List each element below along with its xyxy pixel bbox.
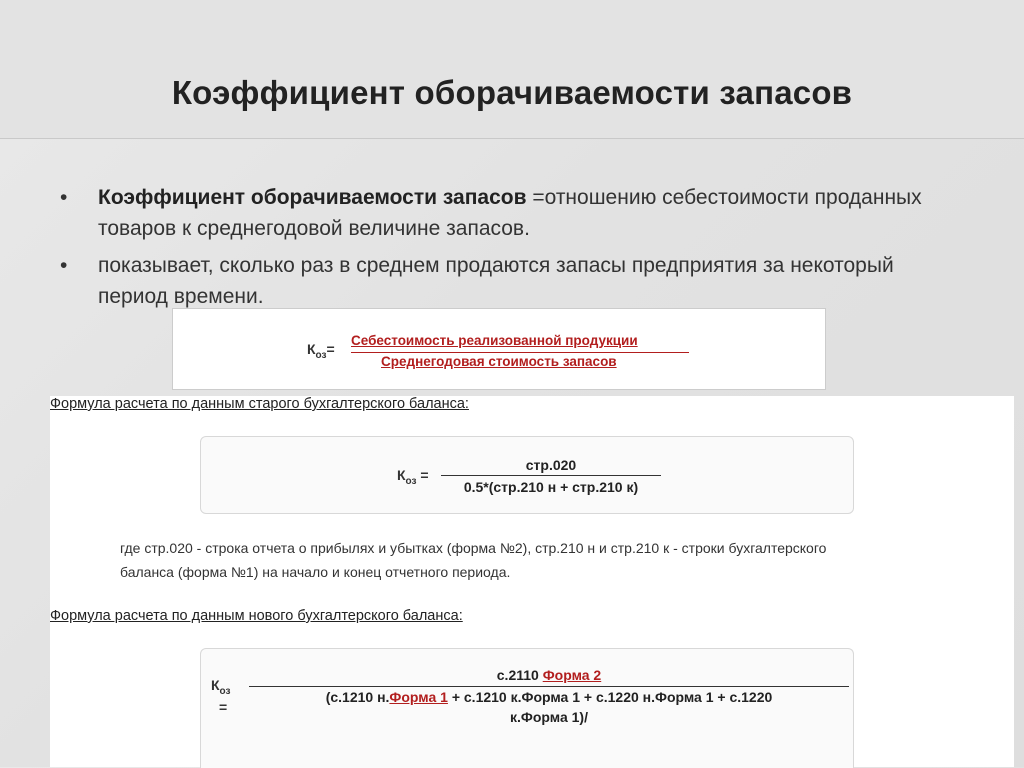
form1-link[interactable]: Форма 1 — [389, 689, 448, 705]
bullet-list — [60, 182, 960, 318]
equals-sign: = — [219, 699, 228, 715]
k-symbol — [211, 677, 231, 697]
numerator — [249, 667, 849, 683]
form2-link[interactable]: Форма 2 — [542, 667, 602, 683]
denominator: 0.5*(стр.210 н + стр.210 к) — [463, 479, 639, 495]
bullet-bold-term: Коэффициент оборачиваемости запасов — [98, 186, 527, 209]
equals-sign: = — [420, 467, 429, 483]
new-balance-heading: Формула расчета по данным нового бухгалтерского баланса: — [50, 608, 463, 624]
numerator-text: с.2110 — [496, 667, 543, 683]
bullet-item — [60, 182, 960, 244]
old-formula-note-line2: баланса (форма №1) на начало и конец отчетного периода. — [120, 564, 511, 580]
k-letter: К — [211, 677, 220, 693]
old-formula-note-line1: где стр.020 - строка отчета о прибылях и убытках (форма №2), стр.210 н и стр.210 к - строки бухгалтерского — [120, 540, 827, 556]
numerator: Себестоимость реализованной продукции — [351, 333, 638, 348]
formula-general — [172, 308, 826, 390]
new-formula-box — [200, 648, 854, 768]
fraction-line — [441, 475, 661, 476]
equals-sign: = — [326, 341, 335, 357]
denominator: Среднегодовая стоимость запасов — [381, 354, 617, 369]
numerator: стр.020 — [525, 457, 577, 473]
formulas-panel — [50, 396, 1014, 767]
k-letter: К — [397, 467, 406, 483]
denominator-line2: к.Форма 1)/ — [510, 709, 588, 725]
bullet-dot-icon: • — [60, 186, 68, 209]
k-subscript: оз — [219, 685, 231, 697]
k-subscript: оз — [315, 349, 327, 361]
k-subscript: оз — [405, 475, 417, 487]
bullet-text: =отношению себестоимости проданных товаров к среднегодовой величине запасов. — [98, 186, 922, 240]
fraction-line — [351, 352, 689, 353]
k-letter: К — [307, 341, 316, 357]
old-formula-box — [200, 436, 854, 514]
bullet-item — [60, 250, 960, 312]
k-symbol — [307, 341, 335, 361]
bullet-dot-icon: • — [60, 254, 68, 277]
denominator-text: (с.1210 н. — [325, 689, 390, 705]
denominator-text: + с.1210 к.Форма 1 + с.1220 н.Форма 1 + с.1220 — [447, 689, 773, 705]
fraction-line — [249, 686, 849, 687]
k-symbol — [397, 467, 429, 487]
bullet-text: показывает, сколько раз в среднем продаются запасы предприятия за некоторый период времени. — [98, 254, 894, 308]
denominator-line1 — [249, 689, 849, 705]
title-band — [0, 0, 1024, 139]
slide-title: Коэффициент оборачиваемости запасов — [171, 74, 853, 111]
old-balance-heading: Формула расчета по данным старого бухгалтерского баланса: — [50, 396, 469, 412]
